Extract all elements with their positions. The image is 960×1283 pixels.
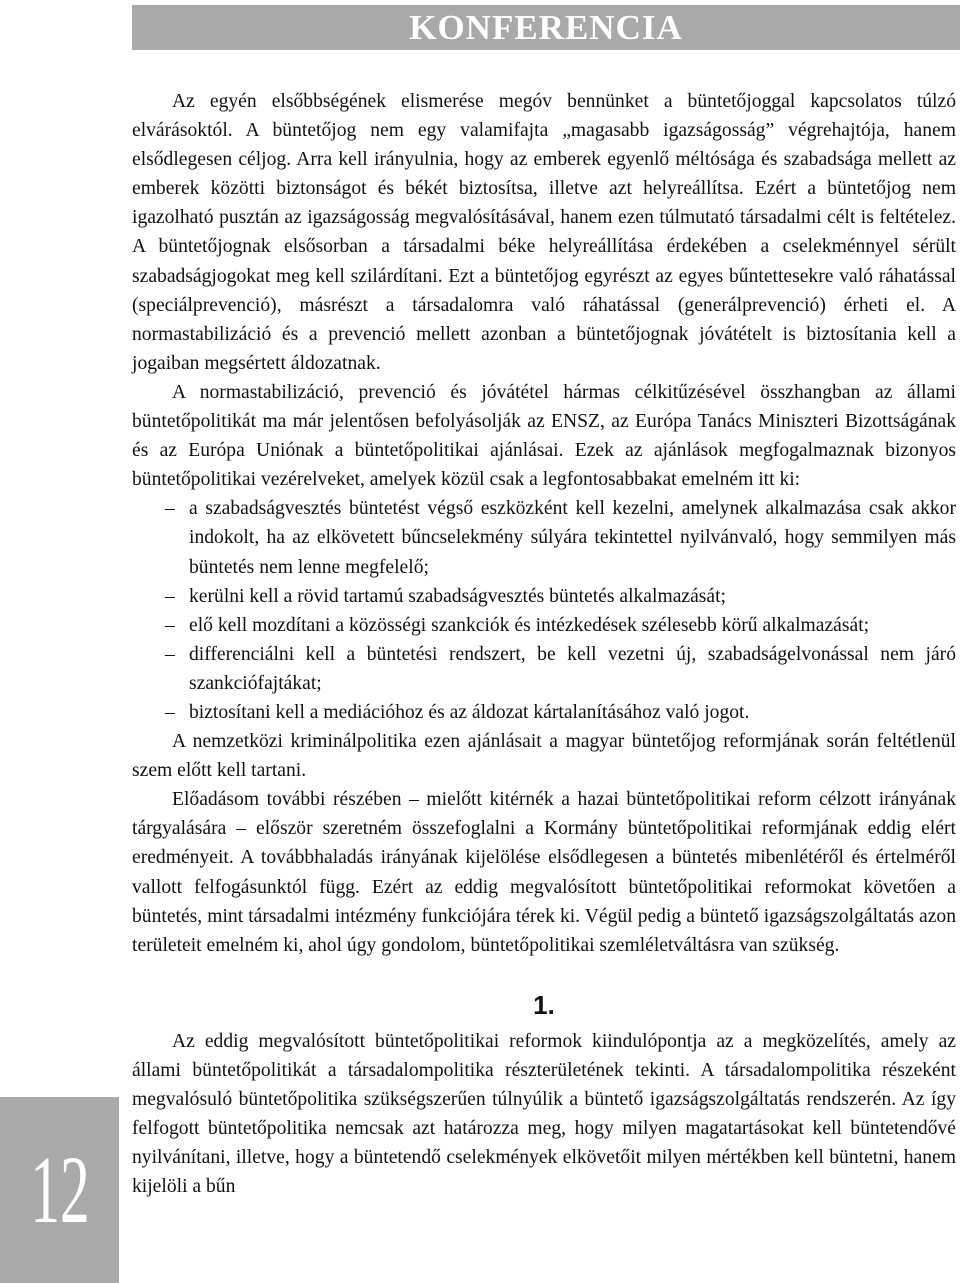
section-header	[132, 5, 960, 50]
section-paragraph: Az eddig megvalósított büntetőpolitikai reformok kiindulópontja az a megközelítés, amely az állami büntetőpolitikát a társadalompolitika részterületének tekinti. A társadalompolitika részeként megvalósuló büntetőpolitika szükségszerűen túlnyúlik a büntető igazságszolgáltatás rendszerén. Az így felfogott büntetőpolitika nemcsak azt határozza meg, hogy milyen magatartásokat kell büntetendővé nyilvánítani, illetve, hogy a büntetendő cselekmények elkövetőit milyen mértékben kell büntetni, hanem kijelöli a bűn	[132, 1030, 956, 1198]
list-item: – kerülni kell a rövid tartamú szabadságvesztés büntetés alkalmazását;	[189, 582, 956, 611]
page-number-box	[0, 1097, 119, 1283]
section-number: 1.	[533, 989, 555, 1020]
list-item: – elő kell mozdítani a közösségi szankciók és intézkedések szélesebb körű alkalmazását;	[189, 611, 956, 640]
list-item: – biztosítani kell a mediációhoz és az áldozat kártalanításához való jogot.	[189, 698, 956, 727]
paragraph-3: A nemzetközi kriminálpolitika ezen ajánlásait a magyar büntetőjog reformjának során feltétlenül szem előtt kell tartani.	[132, 731, 956, 782]
list-item: – differenciálni kell a büntetési rendszert, be kell vezetni új, szabadságelvonással nem járó szankciófajtákat;	[189, 640, 956, 698]
paragraph-2: A normastabilizáció, prevenció és jóvátétel hármas célkitűzésével összhangban az állami büntetőpolitikát ma már jelentősen befolyásolják az ENSZ, az Európa Tanács Miniszteri Bizottságának és az Európa Uniónak a büntetőpolitikai ajánlásai. Ezek az ajánlások megfogalmaznak bizonyos büntetőpolitikai vezérelveket, amelyek közül csak a legfontosabbakat emelném itt ki:	[132, 381, 956, 491]
paragraph-1: Az egyén elsőbbségének elismerése megóv bennünket a büntetőjoggal kapcsolatos túlzó elvárásoktól. A büntetőjog nem egy valamifajta „magasabb igazságosság” végrehajtója, hanem elsődlegesen céljog. Arra kell irányulnia, hogy az emberek egyenlő méltósága és szabadsága mellett az emberek közötti biztonságot és békét biztosítsa, illetve azt helyreállítsa. Ezért a büntetőjog nem igazolható pusztán az igazságosság megvalósításával, hanem ezen túlmutató társadalmi célt is feltételez. A büntetőjognak elsősorban a társadalmi béke helyreállítása érdekében a cselekménnyel sérült szabadságjogokat meg kell szilárdítani. Ezt a büntetőjog egyrészt az egyes bűntettesekre való ráhatással (speciálprevenció), másrészt a társadalomra való ráhatással (generálprevenció) érheti el. A normastabilizáció és a prevenció mellett azonban a büntetőjognak jóvátételt is biztosítania kell a jogaiban megsértett áldozatnak.	[132, 91, 956, 374]
page-number: 12	[29, 1136, 90, 1243]
header-title: KONFERENCIA	[409, 8, 683, 47]
recommendations-list	[132, 494, 956, 727]
paragraph-4: Előadásom további részében – mielőtt kitérnék a hazai büntetőpolitikai reform célzott irányának tárgyalására – először szeretném összefoglalni a Kormány büntetőpolitikai reformjának eddig elért eredményeit. A továbbhaladás irányának kijelölése elsődlegesen a büntetés mibenlétéről és értelméről vallott felfogásunktól függ. Ezért az eddig megvalósított büntetőpolitikai reformokat követően a büntetés, mint társadalmi intézmény funkciójára térek ki. Végül pedig a büntető igazságszolgáltatás azon területeit emelném ki, ahol úgy gondolom, büntetőpolitikai szemléletváltásra van szükség.	[132, 789, 956, 956]
list-item: – a szabadságvesztés büntetést végső eszközként kell kezelni, amelynek alkalmazása csak akkor indokolt, ha az elkövetett bűncselekmény súlyára tekintettel nyilvánvaló, hogy semmilyen más büntetés nem lenne megfelelő;	[189, 494, 956, 581]
article-body	[132, 87, 956, 1201]
